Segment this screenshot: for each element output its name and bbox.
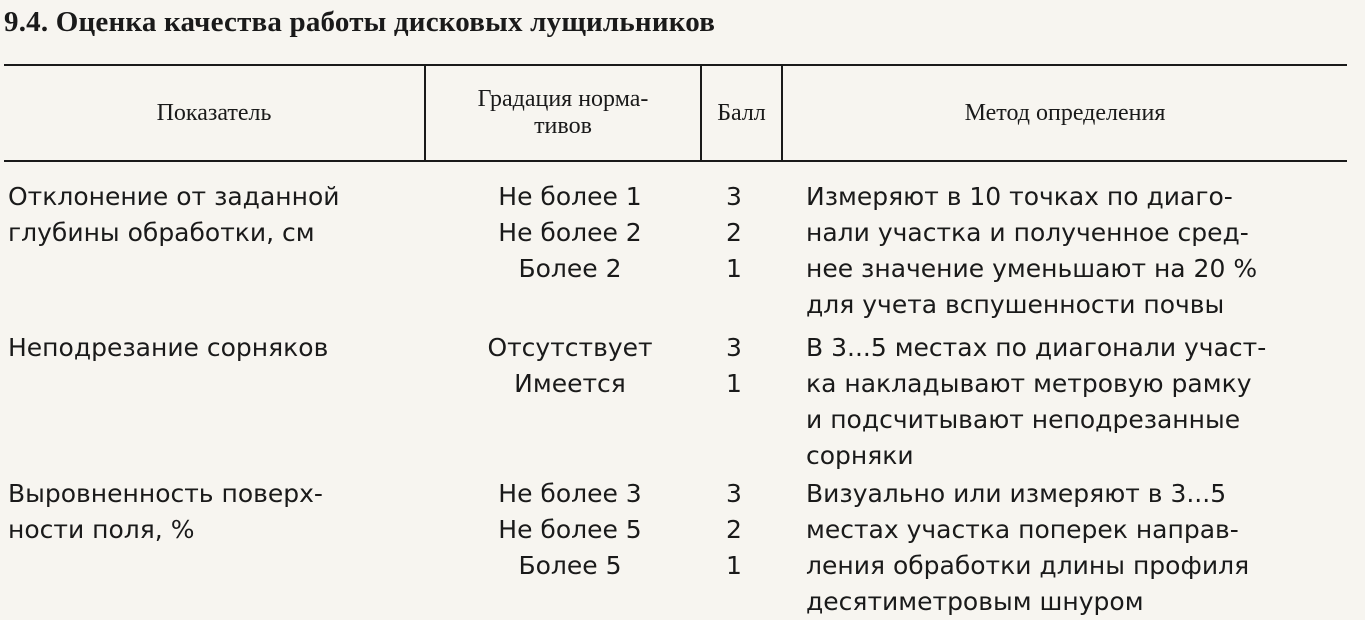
header-grade-label: Градация норма- тивов	[477, 86, 649, 139]
table-title: 9.4. Оценка качества работы дисковых лущильников	[4, 6, 716, 38]
header-bottom-rule	[4, 160, 1347, 162]
row3-method: Визуально или измеряют в 3...5 местах участка поперек направ- ления обработки длины профиля десятиметровым шнуром	[806, 479, 1250, 616]
row1-grades: Не более 1 Не более 2 Более 2	[498, 182, 642, 283]
header-method-label: Метод определения	[964, 99, 1166, 126]
row3-scores: 3 2 1	[726, 479, 742, 580]
row2-metric: Неподрезание сорняков	[8, 333, 329, 362]
row1-method: Измеряют в 10 точках по диаго- нали участка и полученное сред- нее значение уменьшают на 20 % для учета вспушенности почвы	[806, 182, 1258, 319]
row2-scores: 3 1	[726, 333, 742, 398]
header-metric-label: Показатель	[156, 99, 272, 126]
row3-metric: Выровненность поверх- ности поля, %	[8, 479, 323, 544]
header-score-label: Балл	[717, 99, 766, 126]
row1-metric: Отклонение от заданной глубины обработки, см	[8, 182, 340, 247]
header-grade	[426, 66, 700, 160]
row2-method: В 3...5 местах по диагонали участ- ка накладывают метровую рамку и подсчитывают неподрезанные сорняки	[806, 333, 1267, 470]
row3-grades: Не более 3 Не более 5 Более 5	[498, 479, 642, 580]
header-method	[783, 66, 1347, 160]
row1-scores: 3 2 1	[726, 182, 742, 283]
header-score	[702, 66, 781, 160]
header-metric	[4, 66, 424, 160]
row2-grades: Отсутствует Имеется	[487, 333, 653, 398]
